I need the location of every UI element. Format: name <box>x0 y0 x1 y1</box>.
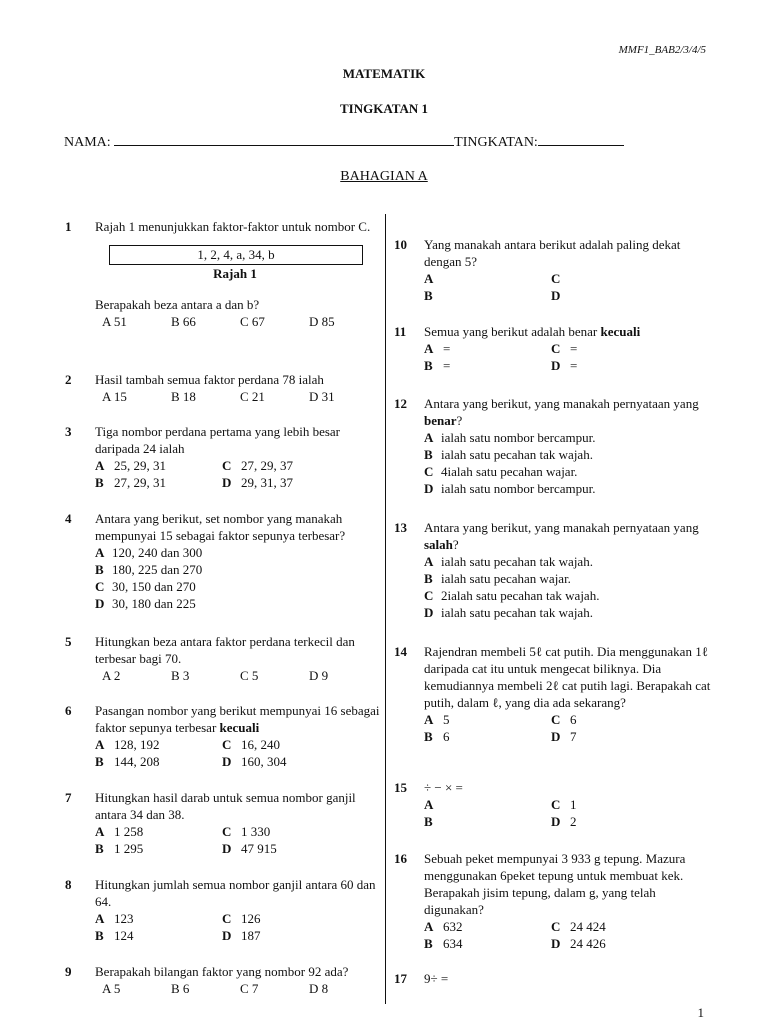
options-row <box>95 840 385 857</box>
keyword-kecuali: kecuali <box>219 720 260 735</box>
option-a[interactable]: A = <box>424 341 451 356</box>
option-c[interactable]: C 4ialah satu pecahan wajar. <box>424 464 578 479</box>
options-row <box>95 457 385 474</box>
options-row <box>424 813 714 830</box>
option-d[interactable]: D 29, 31, 37 <box>222 475 293 490</box>
options-row <box>424 357 714 374</box>
option-a[interactable]: A 5 <box>102 981 121 996</box>
option-d[interactable]: D 8 <box>309 981 329 996</box>
option-a[interactable]: A 128, 192 <box>95 737 160 752</box>
option-b[interactable]: B 27, 29, 31 <box>95 475 166 490</box>
options-row <box>95 736 385 753</box>
option-a[interactable]: A 123 <box>95 911 134 926</box>
question-number: 3 <box>65 424 72 439</box>
question-number: 10 <box>394 237 407 252</box>
section-title: BAHAGIAN A <box>340 169 428 184</box>
options-row <box>95 823 385 840</box>
option-c[interactable]: C 126 <box>222 911 261 926</box>
keyword-salah: salah <box>424 537 453 552</box>
keyword-kecuali: kecuali <box>600 324 641 339</box>
question-number: 7 <box>65 790 72 805</box>
question-text: Berapakah bilangan faktor yang nombor 92 ada? <box>95 964 349 979</box>
option-c[interactable]: C 27, 29, 37 <box>222 458 293 473</box>
keyword-benar: benar <box>424 413 457 428</box>
options-row <box>95 474 385 491</box>
option-c[interactable]: C <box>551 271 561 286</box>
rajah-1-box: 1, 2, 4, a, 34, b <box>109 245 363 265</box>
name-row <box>64 134 624 151</box>
question-text: Pasangan nombor yang berikut mempunyai 16 sebagai faktor sepunya terbesar kecuali <box>95 703 380 735</box>
option-d[interactable]: D 85 <box>309 314 335 329</box>
option-d[interactable]: D ialah satu pecahan tak wajah. <box>424 605 593 620</box>
options-row <box>424 918 714 935</box>
question-3 <box>65 423 385 491</box>
option-b[interactable]: B ialah satu pecahan tak wajah. <box>424 447 593 462</box>
option-b[interactable]: B 18 <box>171 389 196 404</box>
options-row <box>424 711 714 728</box>
option-d[interactable]: D 2 <box>551 814 577 829</box>
question-number: 9 <box>65 964 72 979</box>
question-17 <box>394 970 714 987</box>
nama-field-line[interactable] <box>114 134 454 146</box>
question-16 <box>394 850 714 952</box>
option-b[interactable]: B 180, 225 dan 270 <box>95 562 203 577</box>
question-13 <box>394 519 714 621</box>
option-a[interactable]: A 25, 29, 31 <box>95 458 166 473</box>
option-b[interactable]: B 66 <box>171 314 196 329</box>
tingkatan-field-line[interactable] <box>538 134 624 146</box>
question-number: 4 <box>65 511 72 526</box>
question-number: 2 <box>65 372 72 387</box>
question-number: 17 <box>394 971 407 986</box>
question-number: 14 <box>394 644 407 659</box>
question-5 <box>65 633 385 684</box>
question-12 <box>394 395 714 497</box>
option-b[interactable]: B 1 295 <box>95 841 144 856</box>
option-d[interactable]: D 160, 304 <box>222 754 287 769</box>
rajah-1-label: Rajah 1 <box>213 266 257 281</box>
option-a[interactable]: A ialah satu pecahan tak wajah. <box>424 554 593 569</box>
option-c[interactable]: C 1 330 <box>222 824 271 839</box>
option-b[interactable]: B <box>424 814 433 829</box>
options-row <box>95 313 385 330</box>
option-b[interactable]: B ialah satu pecahan wajar. <box>424 571 571 586</box>
option-a[interactable]: A 51 <box>102 314 127 329</box>
question-8 <box>65 876 385 944</box>
question-11 <box>394 323 714 374</box>
option-b[interactable]: B = <box>424 358 451 373</box>
option-d[interactable]: D 7 <box>551 729 577 744</box>
option-d[interactable]: D <box>551 288 561 303</box>
question-text: Hitungkan beza antara faktor perdana terkecil dan terbesar bagi 70. <box>95 634 355 666</box>
option-c[interactable]: C 30, 150 dan 270 <box>95 579 196 594</box>
option-a[interactable]: A 5 <box>424 712 450 727</box>
question-number: 15 <box>394 780 407 795</box>
options-row <box>424 728 714 745</box>
question-1 <box>65 218 385 330</box>
question-number: 12 <box>394 396 407 411</box>
option-d[interactable]: D 47 915 <box>222 841 277 856</box>
option-c[interactable]: C 5 <box>240 668 259 683</box>
question-number: 11 <box>394 324 407 339</box>
option-a[interactable]: A 15 <box>102 389 127 404</box>
question-text: Hasil tambah semua faktor perdana 78 ialah <box>95 372 324 387</box>
option-a[interactable]: A <box>424 271 434 286</box>
question-text: Rajendran membeli 5ℓ cat putih. Dia menggunakan 1ℓ daripada cat itu untuk mengecat biliknya. Dia kemudiannya membeli 2ℓ cat putih lagi. Berapakah cat putih, dalam ℓ, yang dia ada sekarang? <box>424 644 711 710</box>
question-text: Semua yang berikut adalah benar kecuali <box>424 324 641 339</box>
option-a[interactable]: A ialah satu nombor bercampur. <box>424 430 596 445</box>
options-row <box>95 910 385 927</box>
question-number: 5 <box>65 634 72 649</box>
question-2 <box>65 371 385 405</box>
column-divider <box>385 214 386 1004</box>
option-b[interactable]: B 6 <box>171 981 190 996</box>
option-c[interactable]: C = <box>551 341 578 356</box>
options-row <box>95 927 385 944</box>
options-row <box>424 935 714 952</box>
question-text: Antara yang berikut, set nombor yang manakah mempunyai 15 sebagai faktor sepunya terbesar? <box>95 511 346 543</box>
option-c[interactable]: C 2ialah satu pecahan tak wajah. <box>424 588 600 603</box>
option-d[interactable]: D 9 <box>309 668 329 683</box>
options-row <box>95 980 385 997</box>
option-a[interactable]: A <box>424 797 434 812</box>
question-text: Yang manakah antara berikut adalah paling dekat dengan 5? <box>424 237 681 269</box>
document-subtitle: TINGKATAN 1 <box>340 101 428 116</box>
option-b[interactable]: B 144, 208 <box>95 754 160 769</box>
option-b[interactable]: B 634 <box>424 936 463 951</box>
option-c[interactable]: C 24 424 <box>551 919 606 934</box>
option-a[interactable]: A 1 258 <box>95 824 144 839</box>
question-text: ÷ − × = <box>424 780 463 795</box>
question-text: Rajah 1 menunjukkan faktor-faktor untuk nombor C. <box>95 219 371 234</box>
option-a[interactable]: A 2 <box>102 668 121 683</box>
option-d[interactable]: D = <box>551 358 578 373</box>
question-text: Tiga nombor perdana pertama yang lebih besar daripada 24 ialah <box>95 424 341 456</box>
question-text: Sebuah peket mempunyai 3 933 g tepung. Mazura menggunakan 6peket tepung untuk membuat kek. Berapakah jisim tepung, dalam g, yang telah digunakan? <box>424 851 686 917</box>
options-row <box>424 287 714 304</box>
option-c[interactable]: C 67 <box>240 314 265 329</box>
question-text: Hitungkan jumlah semua nombor ganjil antara 60 dan 64. <box>95 877 376 909</box>
question-number: 8 <box>65 877 72 892</box>
tingkatan-label: TINGKATAN: <box>454 135 538 150</box>
question-prompt: Berapakah beza antara a dan b? <box>95 297 260 312</box>
question-6 <box>65 702 385 770</box>
option-d[interactable]: D 31 <box>309 389 335 404</box>
document-title: MATEMATIK <box>342 66 426 81</box>
nama-label: NAMA: <box>64 135 111 150</box>
option-b[interactable]: B 3 <box>171 668 190 683</box>
question-15 <box>394 779 714 830</box>
document-code: MMF1_BAB2/3/4/5 <box>618 44 706 56</box>
option-c[interactable]: C 16, 240 <box>222 737 280 752</box>
question-14 <box>394 643 714 745</box>
question-text: Antara yang berikut, yang manakah pernyataan yang benar? <box>424 396 699 428</box>
options-row <box>424 796 714 813</box>
question-7 <box>65 789 385 857</box>
option-d[interactable]: D 24 426 <box>551 936 606 951</box>
option-c[interactable]: C 21 <box>240 389 265 404</box>
question-number: 13 <box>394 520 407 535</box>
option-d[interactable]: D 187 <box>222 928 261 943</box>
option-a[interactable]: A 120, 240 dan 300 <box>95 545 203 560</box>
question-text: 9÷ = <box>424 971 449 986</box>
options-row <box>95 388 385 405</box>
options-row <box>95 753 385 770</box>
option-b[interactable]: B 6 <box>424 729 450 744</box>
option-d[interactable]: D 30, 180 dan 225 <box>95 596 196 611</box>
option-b[interactable]: B 124 <box>95 928 134 943</box>
question-number: 1 <box>65 219 72 234</box>
option-c[interactable]: C 6 <box>551 712 577 727</box>
option-b[interactable]: B <box>424 288 433 303</box>
question-number: 16 <box>394 851 407 866</box>
question-4 <box>65 510 385 612</box>
option-a[interactable]: A 632 <box>424 919 463 934</box>
question-number: 6 <box>65 703 72 718</box>
question-9 <box>65 963 385 997</box>
question-text: Hitungkan hasil darab untuk semua nombor ganjil antara 34 dan 38. <box>95 790 356 822</box>
options-row <box>95 667 385 684</box>
option-d[interactable]: D ialah satu nombor bercampur. <box>424 481 596 496</box>
option-c[interactable]: C 1 <box>551 797 577 812</box>
options-row <box>424 270 714 287</box>
question-text: Antara yang berikut, yang manakah pernyataan yang salah? <box>424 520 699 552</box>
option-c[interactable]: C 7 <box>240 981 259 996</box>
options-row <box>424 340 714 357</box>
question-10 <box>394 236 714 304</box>
page-number: 1 <box>697 1005 704 1020</box>
